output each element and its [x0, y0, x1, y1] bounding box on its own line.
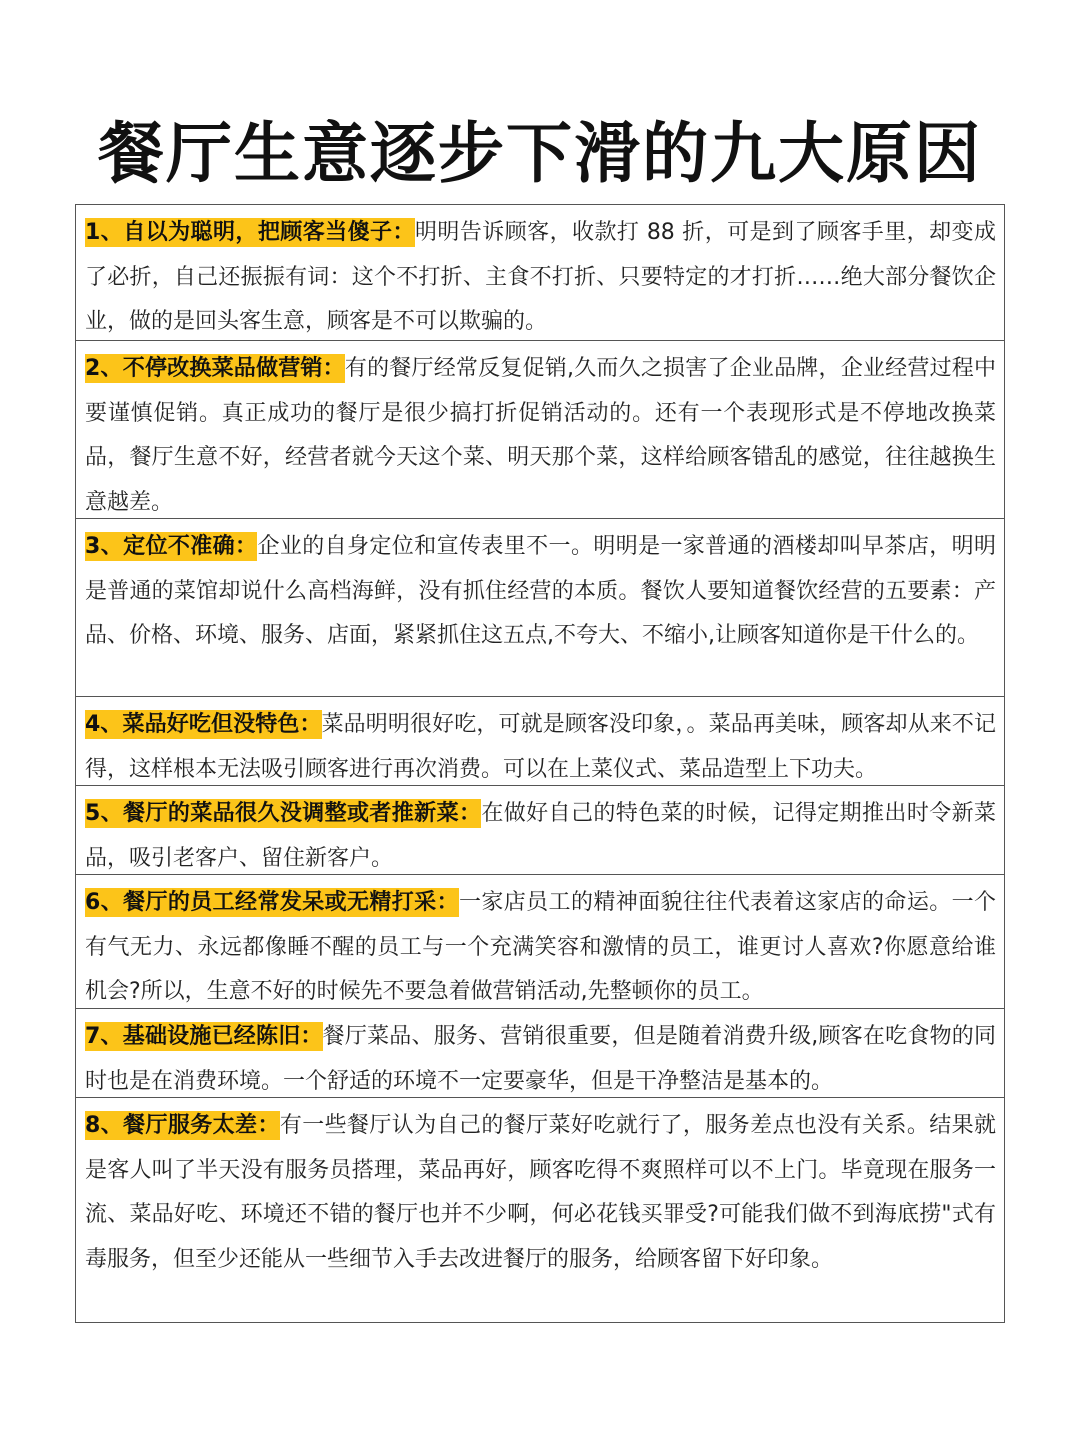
reason-text: 明明告诉顾客，收款打 88 折，可是到了顾客手里，却变成了必折，自己还振振有词：这个不打折、主食不打折、只要特定的才打折……绝大部分餐饮企业，做的是回头客生意，顾客是不可以欺骗的。 — [85, 220, 997, 334]
reason-row-6 — [76, 875, 1004, 1009]
reason-heading: 8、餐厅服务太差： — [85, 1113, 280, 1138]
reason-heading: 2、不停改换菜品做营销： — [85, 356, 345, 381]
reason-row-2 — [76, 341, 1004, 519]
reason-text: 企业的自身定位和宣传表里不一。明明是一家普通的酒楼却叫早茶店，明明是普通的菜馆却说什么高档海鲜，没有抓住经营的本质。餐饮人要知道餐饮经营的五要素：产品、价格、环境、服务、店面，紧紧抓住这五点,不夸大、不缩小,让顾客知道你是干什么的。 — [85, 534, 996, 648]
reason-row-5 — [76, 786, 1004, 875]
reason-heading: 7、基础设施已经陈旧： — [85, 1024, 323, 1049]
reason-heading: 1、自以为聪明，把顾客当傻子： — [85, 220, 415, 245]
reason-heading: 4、菜品好吃但没特色： — [85, 712, 322, 737]
reason-heading: 3、定位不准确： — [85, 534, 258, 559]
page-title: 餐厅生意逐步下滑的九大原因 — [98, 115, 982, 192]
reason-heading: 6、餐厅的员工经常发呆或无精打采： — [85, 890, 459, 915]
reason-text: 在做好自己的特色菜的时候，记得定期推出时令新菜品，吸引老客户、留住新客户。 — [85, 801, 996, 871]
reasons-table — [75, 204, 1005, 1323]
reason-text: 菜品明明很好吃，可就是顾客没印象，。菜品再美味，顾客却从来不记得，这样根本无法吸引顾客进行再次消费。可以在上菜仪式、菜品造型上下功夫。 — [85, 712, 996, 782]
reason-row-8 — [76, 1098, 1004, 1322]
reason-text: 有一些餐厅认为自己的餐厅菜好吃就行了，服务差点也没有关系。结果就是客人叫了半天没有服务员搭理，菜品再好，顾客吃得不爽照样可以不上门。毕竟现在服务一流、菜品好吃、环境还不错的餐厅也并不少啊，何必花钱买罪受?可能我们做不到海底捞"式有毒服务，但至少还能从一些细节入手去改进餐厅的服务，给顾客留下好印象。 — [85, 1113, 996, 1272]
reason-text: 一家店员工的精神面貌往往代表着这家店的命运。一个有气无力、永远都像睡不醒的员工与一个充满笑容和激情的员工，谁更讨人喜欢?你愿意给谁机会?所以，生意不好的时候先不要急着做营销活动,先整顿你的员工。 — [85, 890, 996, 1004]
reason-text: 有的餐厅经常反复促销,久而久之损害了企业品牌，企业经营过程中要谨慎促销。真正成功的餐厅是很少搞打折促销活动的。还有一个表现形式是不停地改换菜品，餐厅生意不好，经营者就今天这个菜、明天那个菜，这样给顾客错乱的感觉，往往越换生意越差。 — [85, 356, 996, 515]
reason-row-7 — [76, 1009, 1004, 1098]
reason-text: 餐厅菜品、服务、营销很重要，但是随着消费升级,顾客在吃食物的同时也是在消费环境。一个舒适的环境不一定要豪华，但是干净整洁是基本的。 — [85, 1024, 996, 1094]
reason-row-1 — [76, 205, 1004, 341]
reason-row-4 — [76, 697, 1004, 786]
reason-heading: 5、餐厅的菜品很久没调整或者推新菜： — [85, 801, 482, 826]
reason-row-3 — [76, 519, 1004, 697]
